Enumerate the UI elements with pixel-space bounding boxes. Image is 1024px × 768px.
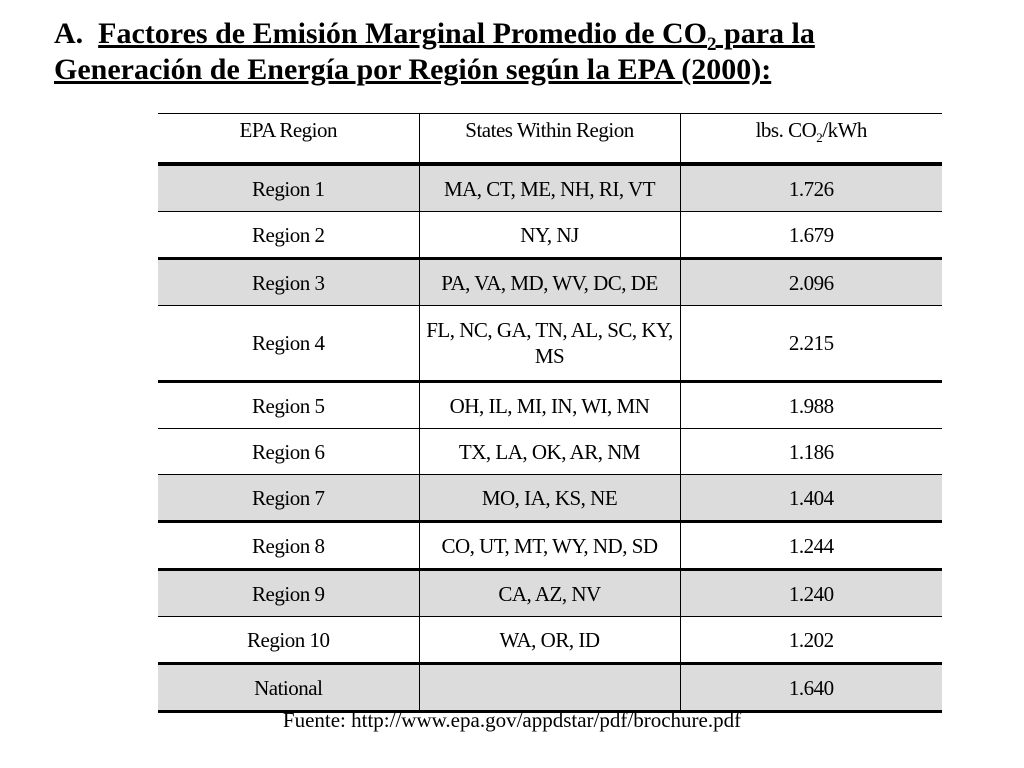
emission-table-container <box>158 113 942 713</box>
table-row <box>158 570 942 617</box>
table-row <box>158 164 942 212</box>
table-header-row <box>158 114 942 165</box>
cell-region: Region 9 <box>158 570 419 617</box>
cell-region: Region 7 <box>158 475 419 522</box>
heading-title-subscript: 2 <box>707 34 717 55</box>
cell-region: Region 6 <box>158 429 419 475</box>
cell-region: Region 10 <box>158 617 419 664</box>
table-row <box>158 306 942 382</box>
cell-value: 1.202 <box>680 617 942 664</box>
header-factor-subscript: 2 <box>816 130 823 146</box>
cell-states: MA, CT, ME, NH, RI, VT <box>419 164 680 212</box>
cell-value: 1.240 <box>680 570 942 617</box>
header-epa-region: EPA Region <box>158 114 419 165</box>
emission-factors-table <box>158 113 942 713</box>
cell-states: CO, UT, MT, WY, ND, SD <box>419 522 680 570</box>
cell-states: TX, LA, OK, AR, NM <box>419 429 680 475</box>
heading-line-2: Generación de Energía por Región según la EPA (2000): <box>54 53 772 86</box>
header-factor-prefix: lbs. CO <box>755 118 817 142</box>
header-emission-factor <box>680 114 942 165</box>
page-heading <box>54 16 1014 88</box>
cell-states <box>419 664 680 712</box>
cell-value: 1.404 <box>680 475 942 522</box>
cell-states: OH, IL, MI, IN, WI, MN <box>419 382 680 429</box>
table-row <box>158 259 942 306</box>
table-row <box>158 382 942 429</box>
cell-value: 1.244 <box>680 522 942 570</box>
cell-value: 1.640 <box>680 664 942 712</box>
cell-value: 2.096 <box>680 259 942 306</box>
table-row <box>158 429 942 475</box>
cell-value: 1.988 <box>680 382 942 429</box>
cell-region: Region 4 <box>158 306 419 382</box>
heading-title <box>98 17 815 55</box>
cell-region: Region 8 <box>158 522 419 570</box>
cell-states: NY, NJ <box>419 212 680 259</box>
heading-line-1 <box>54 16 1014 55</box>
cell-region: Region 3 <box>158 259 419 306</box>
cell-region: National <box>158 664 419 712</box>
heading-title-rest: para la <box>716 17 815 50</box>
heading-title-main: Factores de Emisión Marginal Promedio de CO <box>98 17 708 50</box>
table-row <box>158 664 942 712</box>
header-factor-suffix: /kWh <box>822 118 867 142</box>
table-row <box>158 617 942 664</box>
source-citation: Fuente: http://www.epa.gov/appdstar/pdf/brochure.pdf <box>282 708 742 732</box>
header-states: States Within Region <box>419 114 680 165</box>
cell-states: PA, VA, MD, WV, DC, DE <box>419 259 680 306</box>
cell-region: Region 1 <box>158 164 419 212</box>
table-row <box>158 522 942 570</box>
cell-value: 1.186 <box>680 429 942 475</box>
cell-states: MO, IA, KS, NE <box>419 475 680 522</box>
cell-region: Region 5 <box>158 382 419 429</box>
table-row <box>158 212 942 259</box>
cell-value: 2.215 <box>680 306 942 382</box>
cell-value: 1.679 <box>680 212 942 259</box>
table-row <box>158 475 942 522</box>
cell-region: Region 2 <box>158 212 419 259</box>
cell-states: WA, OR, ID <box>419 617 680 664</box>
cell-states: CA, AZ, NV <box>419 570 680 617</box>
cell-states: FL, NC, GA, TN, AL, SC, KY, MS <box>419 306 680 382</box>
heading-prefix: A. <box>54 17 84 50</box>
cell-value: 1.726 <box>680 164 942 212</box>
